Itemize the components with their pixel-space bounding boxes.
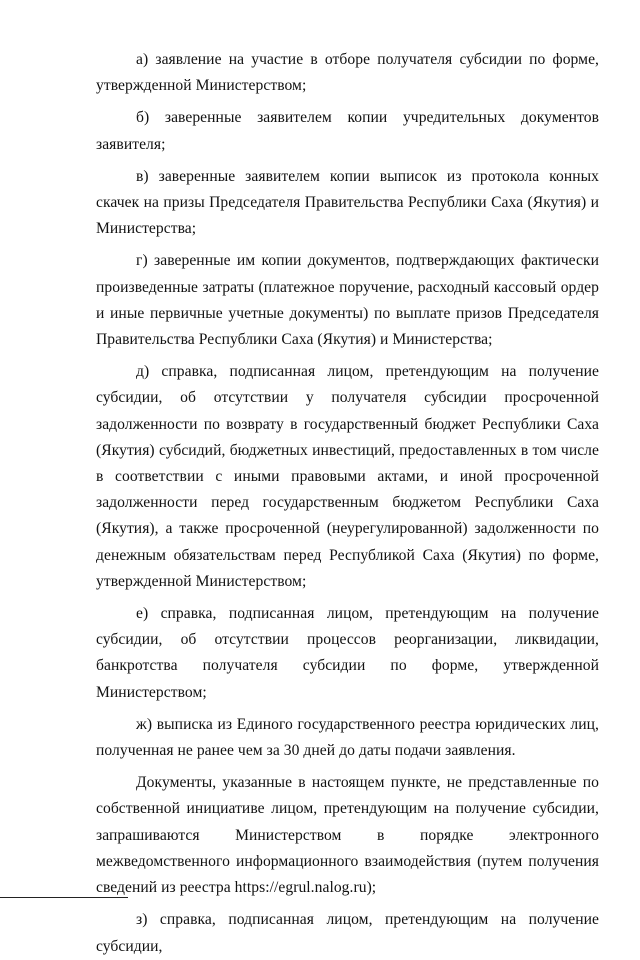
paragraph-v: в) заверенные заявителем копии выписок из протокола конных скачек на призы Председателя Правительства Республики Саха (Якутия) и Министерства; — [96, 167, 599, 238]
paragraph-z: з) справка, подписанная лицом, претендующим на получение субсидии, — [96, 911, 599, 955]
paragraph-d: д) справка, подписанная лицом, претендующим на получение субсидии, об отсутствии у получателя субсидии просроченной задолженности по возврату в государственный бюджет Республики Саха (Якутия) субсидий, бюджетных инвестиций, предоставленных в том числе в соответствии с иными правовыми актами, и иной просроченной задолженности перед государственным бюджетом Республики Саха (Якутия), а также просроченной (неурегулированной) задолженности по денежным обязательствам перед Республикой Саха (Якутия) по форме, утвержденной Министерством; — [96, 363, 599, 590]
paragraph-b: б) заверенные заявителем копии учредительных документов заявителя; — [96, 109, 599, 153]
paragraph-g: г) заверенные им копии документов, подтверждающих фактически произведенные затраты (платежное поручение, расходный кассовый ордер и иные первичные учетные документы) по выплате призов Председателя Правительства Республики Саха (Якутия) и Министерства; — [96, 252, 599, 349]
paragraph-documents-note: Документы, указанные в настоящем пункте, не представленные по собственной инициативе лицом, претендующим на получение субсидии, запрашиваются Министерством в порядке электронного межведомственного информационного взаимодействия (путем получения сведений из реестра https://egrul.nalog.ru); — [96, 774, 599, 897]
paragraph-a: а) заявление на участие в отборе получателя субсидии по форме, утвержденной Министерством; — [96, 51, 599, 95]
footnote-separator — [0, 897, 128, 898]
document-page — [96, 47, 599, 960]
paragraph-e: е) справка, подписанная лицом, претендующим на получение субсидии, об отсутствии процессов реорганизации, ликвидации, банкротства получателя субсидии по форме, утвержденной Министерством; — [96, 605, 599, 701]
paragraph-zh: ж) выписка из Единого государственного реестра юридических лиц, полученная не ранее чем за 30 дней до даты подачи заявления. — [96, 715, 599, 760]
